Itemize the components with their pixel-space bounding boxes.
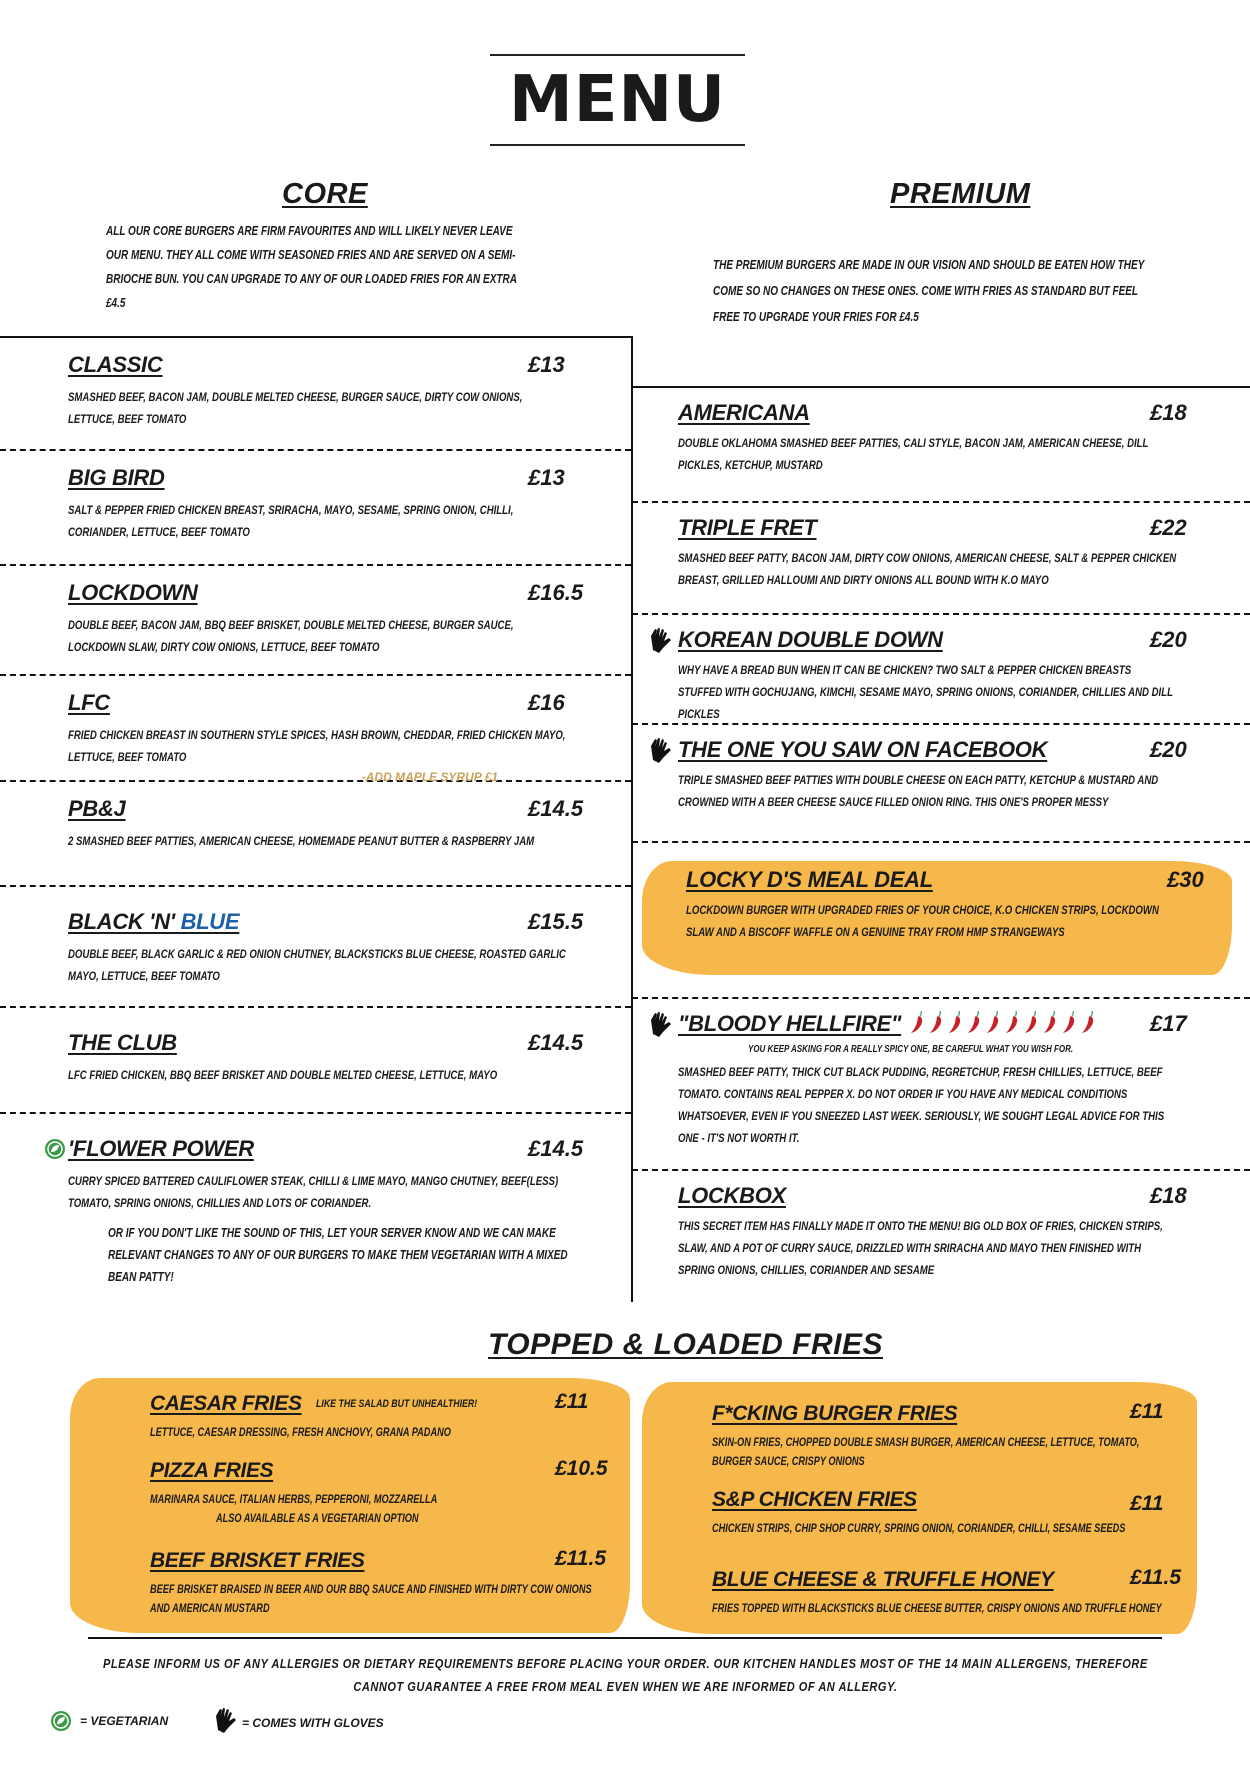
menu-item[interactable] <box>632 843 1250 999</box>
menu-item[interactable] <box>632 999 1250 1171</box>
item-price: £16 <box>528 690 565 715</box>
item-price: £15.5 <box>528 909 584 934</box>
item-price: £18 <box>1150 400 1187 425</box>
item-name-row <box>678 625 1178 655</box>
item-description: CURRY SPICED BATTERED CAULIFLOWER STEAK, CHILLI & LIME MAYO, MANGO CHUTNEY, BEEF(LESS) TOMATO, SPRING ONIONS, CHILLIES AND LOTS OF CORIANDER. <box>68 1174 559 1210</box>
menu-item[interactable] <box>0 782 631 887</box>
item-content <box>686 865 1186 943</box>
item-name-row <box>68 1028 568 1058</box>
chilli-rating <box>909 1009 1097 1040</box>
divider <box>88 1637 1162 1639</box>
item-description: DOUBLE BEEF, BACON JAM, BBQ BEEF BRISKET, DOUBLE MELTED CHEESE, BURGER SAUCE, LOCKDOWN SLAW, DIRTY COW ONIONS, LETTUCE, BEEF TOMATO <box>68 618 514 654</box>
item-description: SMASHED BEEF PATTY, BACON JAM, DIRTY COW ONIONS, AMERICAN CHEESE, SALT & PEPPER CHICKEN BREAST, GRILLED HALLOUMI AND DIRTY ONIONS ALL BOUND WITH K.O MAYO <box>678 551 1177 587</box>
item-name-text: CLASSIC <box>68 352 163 377</box>
item-description: DOUBLE OKLAHOMA SMASHED BEEF PATTIES, CALI STYLE, BACON JAM, AMERICAN CHEESE, DILL PICKLES, KETCHUP, MUSTARD <box>678 436 1149 472</box>
fries-name: BEEF BRISKET FRIES <box>150 1549 365 1572</box>
item-description: FRIED CHICKEN BREAST IN SOUTHERN STYLE SPICES, HASH BROWN, CHEDDAR, FRIED CHICKEN MAYO, LETTUCE, BEEF TOMATO <box>68 728 566 764</box>
fries-item[interactable] <box>712 1566 1182 1619</box>
menu-item[interactable] <box>632 503 1250 615</box>
menu-item[interactable] <box>632 1171 1250 1304</box>
fries-description: MARINARA SAUCE, ITALIAN HERBS, PEPPERONI, MOZZARELLA <box>150 1494 438 1506</box>
item-description: TRIPLE SMASHED BEEF PATTIES WITH DOUBLE CHEESE ON EACH PATTY, KETCHUP & MUSTARD AND CROWNED WITH A BEER CHEESE SAUCE FILLED ONION RING. THIS ONE'S PROPER MESSY <box>678 773 1159 809</box>
core-description: ALL OUR CORE BURGERS ARE FIRM FAVOURITES AND WILL LIKELY NEVER LEAVE OUR MENU. THEY ALL COME WITH SEASONED FRIES AND ARE SERVED ON A SEMI-BRIOCHE BUN. YOU CAN UPGRADE TO ANY OF OUR LOADED FRIES FOR AN EXTRA £4.5 <box>106 224 517 310</box>
item-content <box>68 794 568 852</box>
chilli-icon <box>1004 1009 1021 1040</box>
fries-note: ALSO AVAILABLE AS A VEGETARIAN OPTION <box>216 1513 419 1525</box>
legend-vegetarian: = VEGETARIAN <box>80 1714 169 1728</box>
item-name: KOREAN DOUBLE DOWN <box>678 627 943 652</box>
item-name-text: BIG BIRD <box>68 465 165 490</box>
fries-description: LETTUCE, CAESAR DRESSING, FRESH ANCHOVY, GRANA PADANO <box>150 1427 451 1439</box>
fries-heading: TOPPED & LOADED FRIES <box>488 1328 883 1361</box>
menu-item[interactable] <box>0 676 631 782</box>
fries-name-row <box>712 1486 1182 1514</box>
fries-name-row <box>150 1457 620 1485</box>
item-price: £20 <box>1150 737 1187 762</box>
item-name: LOCKY D'S MEAL DEAL <box>686 867 933 892</box>
menu-item[interactable] <box>0 451 631 566</box>
item-description: SMASHED BEEF PATTY, THICK CUT BLACK PUDDING, REGRETCHUP, FRESH CHILLIES, LETTUCE, BEEF TOMATO. CONTAINS REAL PEPPER X. DO NOT ORDER IF YOU HAVE ANY MEDICAL CONDITIONS WHATSOEVER, EVEN IF YOU SNEEZED LAST WEEK. SERIOUSLY, WE SOUGHT LEGAL ADVICE FOR THIS ONE - IT'S NOT WORTH IT. <box>678 1065 1165 1145</box>
premium-heading: PREMIUM <box>890 178 1031 210</box>
item-content <box>68 578 568 658</box>
item-price: £17 <box>1150 1011 1187 1036</box>
item-description: WHY HAVE A BREAD BUN WHEN IT CAN BE CHICKEN? TWO SALT & PEPPER CHICKEN BREASTS STUFFED WITH GOCHUJANG, KIMCHI, SESAME MAYO, SPRING ONIONS, CORIANDER, CHILLIES AND DILL PICKLES <box>678 663 1173 721</box>
item-name-text: 'FLOWER POWER <box>68 1136 254 1161</box>
item-price: £18 <box>1150 1183 1187 1208</box>
menu-item[interactable] <box>0 1114 631 1304</box>
item-name-row <box>68 463 568 493</box>
item-description: SALT & PEPPER FRIED CHICKEN BREAST, SRIRACHA, MAYO, SESAME, SPRING ONION, CHILLI, CORIANDER, LETTUCE, BEEF TOMATO <box>68 503 514 539</box>
allergy-notice: PLEASE INFORM US OF ANY ALLERGIES OR DIETARY REQUIREMENTS BEFORE PLACING YOUR ORDER. OUR KITCHEN HANDLES MOST OF THE 14 MAIN ALLERGENS, THEREFORE CANNOT GUARANTEE A FREE FROM MEAL EVEN WHEN WE ARE INFORMED OF AN ALLERGY. <box>102 1656 1148 1694</box>
item-price: £14.5 <box>528 796 584 821</box>
fries-item[interactable] <box>150 1547 620 1619</box>
glove-icon <box>212 1706 238 1734</box>
chilli-icon <box>985 1009 1002 1040</box>
item-tagline: YOU KEEP ASKING FOR A REALLY SPICY ONE, BE CAREFUL WHAT YOU WISH FOR. <box>748 1044 1074 1055</box>
chilli-icon <box>1023 1009 1040 1040</box>
item-price: £14.5 <box>528 1136 584 1161</box>
item-name-row <box>68 688 568 718</box>
item-name-row <box>678 398 1178 428</box>
item-name <box>68 580 198 606</box>
fries-name: F*CKING BURGER FRIES <box>712 1402 958 1425</box>
item-name-row <box>68 350 568 380</box>
item-name: THE ONE YOU SAW ON FACEBOOK <box>678 737 1048 762</box>
fries-description: CHICKEN STRIPS, CHIP SHOP CURRY, SPRING ONION, CORIANDER, CHILLI, SESAME SEEDS <box>712 1523 1126 1535</box>
item-price: £20 <box>1150 627 1187 652</box>
item-content <box>68 907 568 987</box>
fries-name-row <box>712 1566 1182 1594</box>
fries-description: SKIN-ON FRIES, CHOPPED DOUBLE SMASH BURGER, AMERICAN CHEESE, LETTUCE, TOMATO, BURGER SAUCE, CRISPY ONIONS <box>712 1437 1140 1468</box>
item-name-row <box>678 1181 1178 1211</box>
item-name-blue: BLUE <box>180 909 240 934</box>
item-name-text: LFC <box>68 690 110 715</box>
fries-description: BEEF BRISKET BRAISED IN BEER AND OUR BBQ SAUCE AND FINISHED WITH DIRTY COW ONIONS AND AMERICAN MUSTARD <box>150 1584 592 1615</box>
chilli-icon <box>1061 1009 1078 1040</box>
menu-item[interactable] <box>0 338 631 451</box>
chilli-icon <box>1080 1009 1097 1040</box>
fries-item[interactable] <box>150 1457 620 1529</box>
item-content <box>678 1009 1178 1149</box>
item-description: DOUBLE BEEF, BLACK GARLIC & RED ONION CHUTNEY, BLACKSTICKS BLUE CHEESE, ROASTED GARLIC MAYO, LETTUCE, BEEF TOMATO <box>68 947 566 983</box>
item-description: 2 SMASHED BEEF PATTIES, AMERICAN CHEESE, HOMEMADE PEANUT BUTTER & RASPBERRY JAM <box>68 834 535 848</box>
item-name-row <box>68 1134 568 1164</box>
item-description: LFC FRIED CHICKEN, BBQ BEEF BRISKET AND DOUBLE MELTED CHEESE, LETTUCE, MAYO <box>68 1068 498 1082</box>
item-price: £22 <box>1150 515 1187 540</box>
item-content <box>678 735 1178 813</box>
item-description: LOCKDOWN BURGER WITH UPGRADED FRIES OF YOUR CHOICE, K.O CHICKEN STRIPS, LOCKDOWN SLAW AND A BISCOFF WAFFLE ON A GENUINE TRAY FROM HMP STRANGEWAYS <box>686 903 1159 939</box>
item-price: £30 <box>1167 867 1204 892</box>
item-name <box>68 690 110 716</box>
core-burgers-list <box>0 336 633 1302</box>
item-description: THIS SECRET ITEM HAS FINALLY MADE IT ONTO THE MENU! BIG OLD BOX OF FRIES, CHICKEN STRIPS, SLAW, AND A POT OF CURRY SAUCE, DRIZZLED WITH SRIRACHA AND MAYO THEN FINISHED WITH SPRING ONIONS, CHILLIES, CORIANDER AND SESAME <box>678 1219 1163 1277</box>
item-name-row <box>68 794 568 824</box>
item-name <box>68 909 239 935</box>
vegetarian-icon <box>44 1138 66 1160</box>
item-content <box>678 513 1178 591</box>
fries-price: £10.5 <box>555 1457 608 1480</box>
item-name-row <box>678 735 1178 765</box>
item-name-text: THE CLUB <box>68 1030 177 1055</box>
item-content <box>68 1134 568 1288</box>
fries-item[interactable] <box>150 1390 620 1443</box>
item-name-row <box>678 1009 1178 1039</box>
item-name <box>68 1136 254 1162</box>
chilli-icon <box>1042 1009 1059 1040</box>
item-price: £16.5 <box>528 580 584 605</box>
fries-price: £11 <box>555 1390 589 1413</box>
item-description: SMASHED BEEF, BACON JAM, DOUBLE MELTED CHEESE, BURGER SAUCE, DIRTY COW ONIONS, LETTUCE, BEEF TOMATO <box>68 390 523 426</box>
item-content <box>678 398 1178 476</box>
item-content <box>68 688 568 788</box>
chilli-icon <box>928 1009 945 1040</box>
item-name-row <box>686 865 1186 895</box>
item-price: £13 <box>528 352 565 377</box>
fries-name: PIZZA FRIES <box>150 1459 274 1482</box>
item-note: OR IF YOU DON'T LIKE THE SOUND OF THIS, LET YOUR SERVER KNOW AND WE CAN MAKE RELEVANT CHANGES TO ANY OF OUR BURGERS TO MAKE THEM VEGETARIAN WITH A MIXED BEAN PATTY! <box>108 1226 568 1284</box>
menu-item[interactable] <box>632 388 1250 503</box>
item-content <box>68 1028 568 1086</box>
menu-title: MENU <box>490 54 745 146</box>
fries-item[interactable] <box>712 1400 1182 1472</box>
item-name-row <box>678 513 1178 543</box>
fries-price: £11 <box>1130 1492 1164 1515</box>
item-name <box>68 1030 177 1056</box>
item-name-text: PB&J <box>68 796 126 821</box>
item-name <box>68 796 126 822</box>
fries-price: £11.5 <box>1130 1566 1181 1589</box>
fries-price: £11.5 <box>555 1547 606 1570</box>
fries-name-row <box>712 1400 1182 1428</box>
item-content <box>678 1181 1178 1281</box>
menu-item[interactable] <box>0 887 631 1008</box>
menu-item[interactable] <box>632 725 1250 843</box>
premium-burgers-list <box>632 386 1250 1302</box>
item-name: "BLOODY HELLFIRE" <box>678 1011 902 1036</box>
glove-icon <box>647 736 673 764</box>
menu-item[interactable] <box>0 1008 631 1114</box>
item-content <box>678 625 1178 725</box>
glove-icon <box>647 626 673 654</box>
chilli-icon <box>966 1009 983 1040</box>
core-heading: CORE <box>282 178 368 210</box>
fries-tagline: LIKE THE SALAD BUT UNHEALTHIER! <box>315 1398 477 1410</box>
item-content <box>68 463 568 543</box>
item-price: £13 <box>528 465 565 490</box>
chilli-icon <box>947 1009 964 1040</box>
chilli-icon <box>909 1009 926 1040</box>
item-name-row <box>68 578 568 608</box>
fries-item[interactable] <box>712 1486 1182 1539</box>
legend-gloves: = COMES WITH GLOVES <box>242 1716 384 1730</box>
vegetarian-icon <box>50 1710 72 1732</box>
fries-name: BLUE CHEESE & TRUFFLE HONEY <box>712 1568 1054 1591</box>
fries-name: S&P CHICKEN FRIES <box>712 1488 917 1511</box>
fries-price: £11 <box>1130 1400 1164 1423</box>
item-name <box>68 352 162 378</box>
item-name-text: LOCKDOWN <box>68 580 198 605</box>
item-name-row <box>68 907 568 937</box>
item-name: AMERICANA <box>678 400 810 425</box>
item-name: LOCKBOX <box>678 1183 786 1208</box>
menu-item[interactable] <box>0 566 631 676</box>
premium-description: THE PREMIUM BURGERS ARE MADE IN OUR VISION AND SHOULD BE EATEN HOW THEY COME SO NO CHANGES ON THESE ONES. COME WITH FRIES AS STANDARD BUT FEEL FREE TO UPGRADE YOUR FRIES FOR £4.5 <box>713 258 1145 324</box>
item-price: £14.5 <box>528 1030 584 1055</box>
glove-icon <box>647 1010 673 1038</box>
item-name <box>68 465 165 491</box>
fries-description: FRIES TOPPED WITH BLACKSTICKS BLUE CHEESE BUTTER, CRISPY ONIONS AND TRUFFLE HONEY <box>712 1603 1162 1615</box>
fries-name: CAESAR FRIES <box>150 1392 302 1415</box>
item-content <box>68 350 568 430</box>
menu-item[interactable] <box>632 615 1250 725</box>
fries-name-row <box>150 1547 620 1575</box>
item-name: TRIPLE FRET <box>678 515 817 540</box>
fries-name-row <box>150 1390 620 1418</box>
item-addon: -ADD MAPLE SYRUP £1 <box>361 770 498 784</box>
item-name-text: BLACK 'N' <box>68 909 181 934</box>
